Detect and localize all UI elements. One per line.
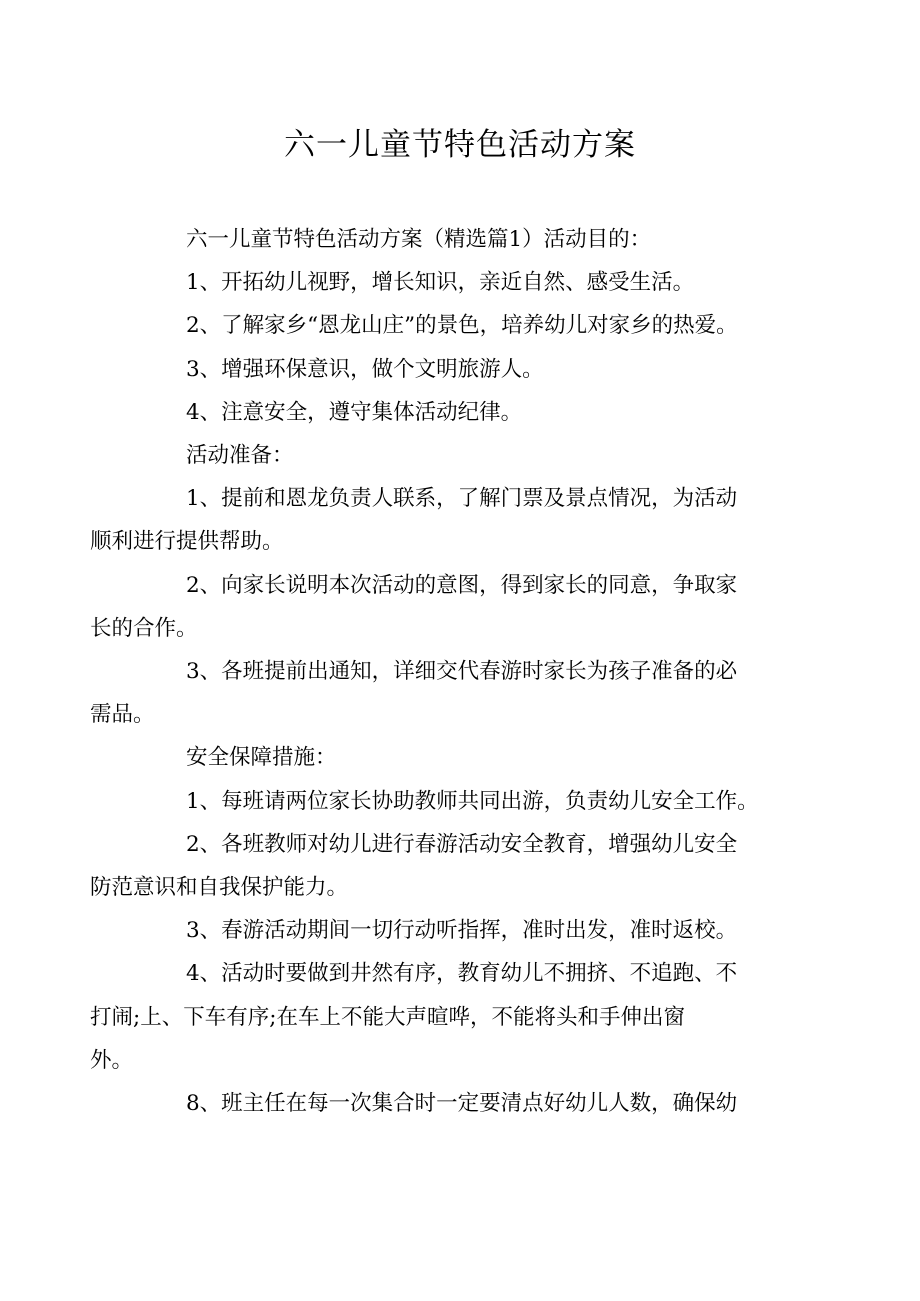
paragraph-safety-4 bbox=[90, 952, 788, 1082]
paragraph-line: 防范意识和自我保护能力。 bbox=[90, 875, 349, 901]
paragraph-line: 打闹;上、下车有序;在车上不能大声暄哗，不能将头和手伸出窗 bbox=[90, 1004, 685, 1030]
paragraph-prep-1 bbox=[90, 477, 788, 563]
paragraph-line: 外。 bbox=[90, 1047, 134, 1073]
paragraph-line: 1、开拓幼儿视野，增长知识，亲近自然、感受生活。 bbox=[186, 270, 695, 296]
paragraph-goal-4 bbox=[138, 391, 788, 434]
paragraph-line: 2、各班教师对幼儿进行春游活动安全教育，增强幼儿安全 bbox=[186, 831, 738, 857]
paragraph-prep-3 bbox=[90, 650, 788, 736]
paragraph-line: 安全保障措施： bbox=[186, 745, 337, 771]
section-heading-preparation bbox=[138, 434, 788, 477]
paragraph-line: 六一儿童节特色活动方案（精选篇1）活动目的： bbox=[186, 227, 652, 252]
paragraph-line: 4、注意安全，遵守集体活动纪律。 bbox=[186, 399, 523, 425]
page-title: 六一儿童节特色活动方案 bbox=[284, 127, 636, 163]
paragraph-line: 长的合作。 bbox=[90, 615, 198, 641]
paragraph-goal-2 bbox=[138, 304, 788, 347]
paragraph-safety-8 bbox=[138, 1082, 788, 1125]
paragraph-line: 8、班主任在每一次集合时一定要清点好幼儿人数，确保幼 bbox=[186, 1091, 738, 1117]
paragraph-line: 3、各班提前出通知，详细交代春游时家长为孩子准备的必 bbox=[186, 659, 738, 685]
paragraph-intro bbox=[138, 218, 788, 261]
paragraph-line: 活动准备： bbox=[186, 443, 294, 469]
paragraph-line: 顺利进行提供帮助。 bbox=[90, 529, 284, 555]
paragraph-line: 3、增强环保意识，做个文明旅游人。 bbox=[186, 356, 544, 382]
paragraph-line: 2、向家长说明本次活动的意图，得到家长的同意，争取家 bbox=[186, 572, 738, 598]
section-heading-safety bbox=[138, 736, 788, 779]
paragraph-safety-3 bbox=[138, 909, 788, 952]
paragraph-line: 1、每班请两位家长协助教师共同出游，负责幼儿安全工作。 bbox=[186, 788, 759, 814]
paragraph-line: 4、活动时要做到井然有序，教育幼儿不拥挤、不追跑、不 bbox=[186, 961, 738, 987]
paragraph-line: 3、春游活动期间一切行动听指挥，准时出发，准时返校。 bbox=[186, 918, 738, 944]
paragraph-line: 需品。 bbox=[90, 702, 155, 728]
paragraph-prep-2 bbox=[90, 564, 788, 650]
paragraph-safety-1 bbox=[138, 780, 788, 823]
paragraph-goal-3 bbox=[138, 348, 788, 391]
paragraph-line: 2、了解家乡“恩龙山庄”的景色，培养幼儿对家乡的热爱。 bbox=[186, 313, 738, 339]
paragraph-goal-1 bbox=[138, 261, 788, 304]
paragraph-line: 1、提前和恩龙负责人联系，了解门票及景点情况，为活动 bbox=[186, 486, 738, 512]
document-body bbox=[90, 218, 788, 1125]
paragraph-safety-2 bbox=[90, 823, 788, 909]
